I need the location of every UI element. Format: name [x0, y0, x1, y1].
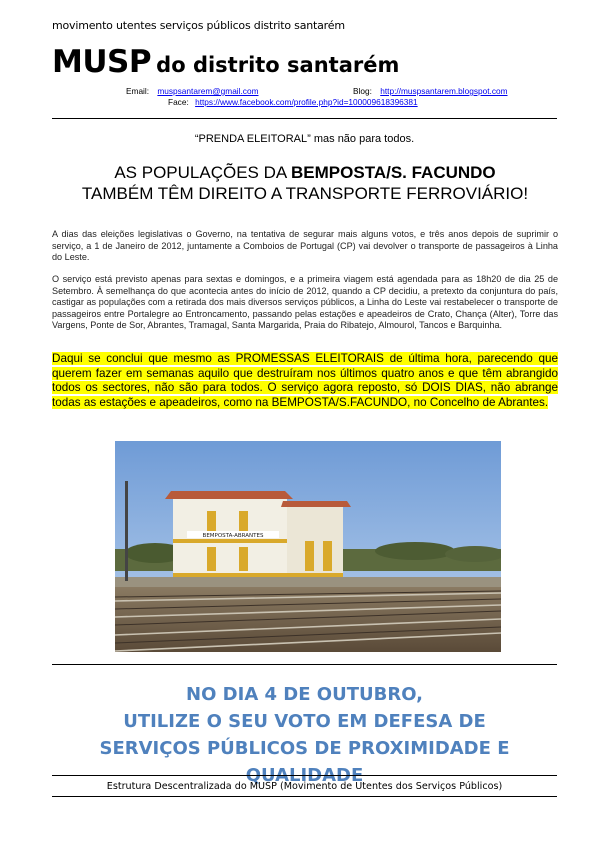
cta-line-2: UTILIZE O SEU VOTO EM DEFESA DE	[123, 711, 486, 732]
headline-line-2: TAMBÉM TÊM DIREITO A TRANSPORTE FERROVIÁRIO!	[81, 184, 529, 203]
highlighted-paragraph	[52, 352, 558, 410]
email-label: Email:	[126, 86, 150, 96]
highlight-text: Daqui se conclui que mesmo as PROMESSAS ELEITORAIS de última hora, parecendo que querem fazer em semanas aquilo que destruíram nos últimos quatro anos e que têm abrangido todos os sectores, não são para todos. O serviço agora reposto, só DOIS DIAS, não abrange todas as estações e apeadeiros, como na BEMPOSTA/S.FACUNDO, no Concelho de Abrantes.	[52, 352, 558, 409]
facebook-label: Face:	[168, 97, 189, 107]
blog-row	[353, 86, 508, 96]
facebook-row	[168, 97, 418, 107]
footer-bottom-divider	[52, 796, 557, 797]
email-row	[126, 86, 258, 96]
headline-line-1	[40, 162, 570, 183]
brand-subtitle: do distrito santarém	[156, 53, 400, 77]
footer-top-divider	[52, 775, 557, 776]
station-sign-text: BEMPOSTA-ABRANTES	[202, 533, 264, 539]
brand-acronym: MUSP	[52, 44, 152, 80]
station-photo	[115, 441, 501, 652]
cta-top-divider	[52, 664, 557, 665]
blog-link[interactable]: http://muspsantarem.blogspot.com	[380, 86, 508, 96]
footer-text: Estrutura Descentralizada do MUSP (Movimento de Utentes dos Serviços Públicos)	[106, 781, 503, 792]
organization-line: movimento utentes serviços públicos distrito santarém	[52, 19, 345, 32]
header-divider	[52, 118, 557, 119]
email-link[interactable]: muspsantarem@gmail.com	[157, 86, 259, 96]
headline-place: BEMPOSTA/S. FACUNDO	[291, 163, 496, 182]
cta-line-1: NO DIA 4 DE OUTUBRO,	[186, 684, 423, 705]
headline-lead: AS POPULAÇÕES DA	[114, 163, 292, 182]
prenda-line	[52, 133, 557, 145]
prenda-quoted: “PRENDA ELEITORAL”	[194, 133, 311, 145]
paragraph-1: A dias das eleições legislativas o Governo, na tentativa de segurar mais alguns votos, e três anos depois de suprimir o serviço, a 1 de Janeiro de 2012, juntamente a Comboios de Portugal (CP) vai devolver o transporte de passageiros à Linha do Leste.	[52, 229, 558, 263]
prenda-rest: mas não para todos.	[310, 133, 415, 145]
paragraph-2: O serviço está previsto apenas para sextas e domingos, e a primeira viagem está agendada para as 18h20 de dia 25 de Setembro. À semelhança do que acontecia antes do início de 2012, quando a CP decidiu, a pretexto da conjuntura do país, castigar as populações com a retirada dos mais diversos serviços públicos, a Linha do Leste vai restabelecer o transporte de passageiros entre Portalegre ao Entroncamento, passando pelas estações e apeadeiros de Crato, Chança (Alter), Torre das Vargens, Ponte de Sor, Abrantes, Tramagal, Santa Margarida, Praia do Ribatejo, Almourol, Tancos e Barquinha.	[52, 274, 558, 331]
brand-title	[52, 44, 399, 80]
blog-label: Blog:	[353, 86, 372, 96]
facebook-link[interactable]: https://www.facebook.com/profile.php?id=100009618396381	[195, 97, 418, 107]
cta-line-3: SERVIÇOS PÚBLICOS DE PROXIMIDADE E QUALIDADE	[99, 738, 510, 786]
